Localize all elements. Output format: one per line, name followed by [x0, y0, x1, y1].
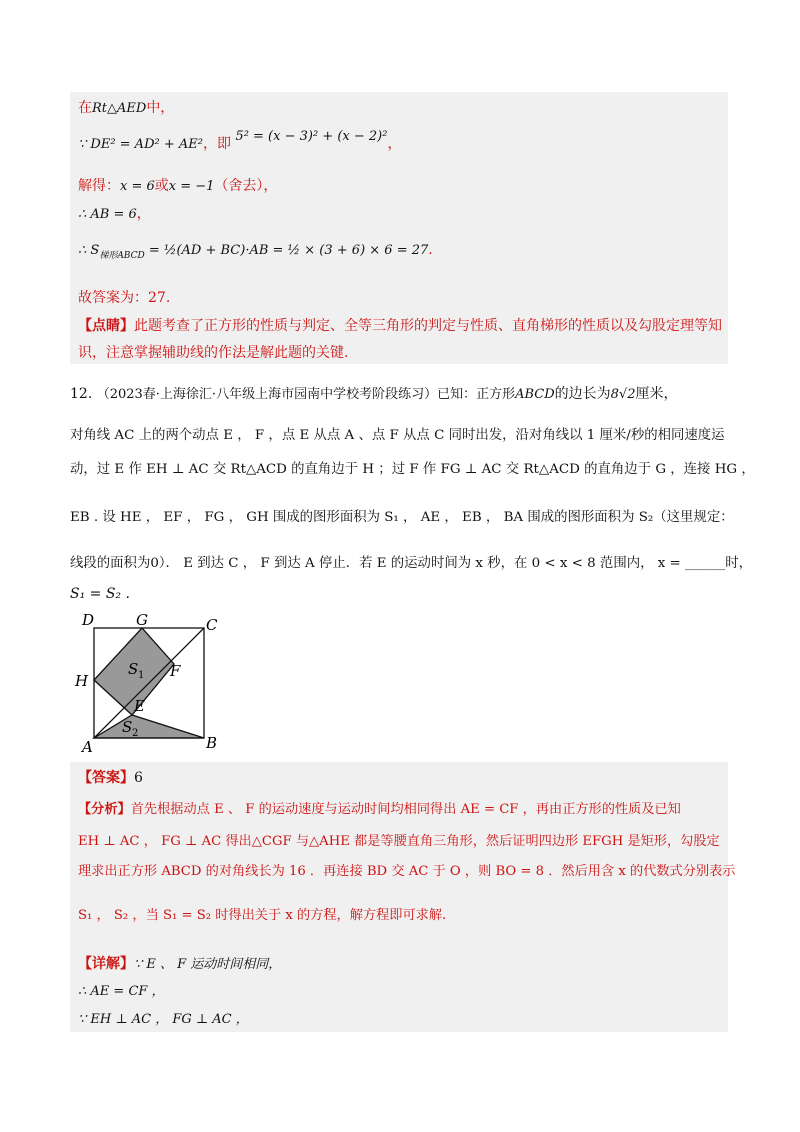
question-line-5: 线段的面积为0）． E 到达 C ， F 到达 A 停止．若 E 的运动时间为 x 秒，在 0 < x < 8 范围内， x = ______时， [70, 556, 752, 571]
analysis-line-3: 理求出正方形 ABCD 的对角线长为 16 ．再连接 BD 交 AC 于 O ，则 BO = 8 ．然后用含 x 的代数式分别表示 [78, 864, 736, 879]
solution-line-4: ∴ AB = 6， [78, 206, 151, 222]
label-h: H [75, 672, 89, 690]
label-g: G [136, 611, 148, 629]
question-line-6: S₁ = S₂ . [70, 586, 130, 602]
label-b: B [206, 734, 218, 752]
comment-line-2: 识，注意掌握辅助线的作法是解此题的关键. [78, 345, 349, 361]
label-s1: S [128, 660, 139, 678]
solution-line-5: ∴ $S_{梯形ABCD}$ = ½(AD + BC)·AB = ½ × (3 + 6) × 6 = 27. [78, 242, 433, 261]
label-s1-sub: 1 [138, 670, 145, 681]
label-c: C [206, 616, 218, 634]
question-line-1: 12. （2023春·上海徐汇·八年级上海市园南中学校考阶段练习）已知：正方形ABCD的边长为8√2厘米， [70, 386, 678, 402]
solution-line-3: 解得：x = 6或x = −1（舍去）， [78, 178, 278, 194]
label-a: A [82, 738, 93, 756]
answer-row: 【答案】6 [78, 770, 143, 786]
solution-line-1: 在Rt△AED中， [78, 100, 175, 116]
question-line-2: 对角线 AC 上的两个动点 E ， F ，点 E 从点 A 、点 F 从点 C 同时出发，沿对角线以 1 厘米/秒的相同速度运 [70, 428, 725, 443]
comment-line-1: 【点睛】此题考查了正方形的性质与判定、全等三角形的判定与性质、直角梯形的性质以及勾股定理等知 [78, 318, 722, 334]
detail-line-2: ∴ AE = CF ， [78, 984, 165, 999]
answer-value: 6 [134, 770, 143, 786]
label-d: D [82, 611, 95, 629]
square-figure [72, 610, 232, 758]
question-line-4: EB . 设 HE ， EF ， FG ， GH 围成的图形面积为 S₁ ， AE ， EB ， BA 围成的图形面积为 S₂（这里规定： [70, 510, 734, 525]
detail-line-1: 【详解】∵ E 、 F 运动时间相同， [78, 956, 282, 972]
s2-region [94, 715, 204, 738]
label-e: E [134, 697, 145, 715]
solution-line-2: ∵ DE² = AD² + AE²，即 5² = (x − 3)² + (x − 2)²， [78, 129, 402, 152]
label-f: F [170, 662, 181, 680]
label-s2-sub: 2 [132, 728, 139, 739]
question-line-3: 动，过 E 作 EH ⊥ AC 交 Rt△ACD 的直角边于 H ；过 F 作 FG ⊥ AC 交 Rt△ACD 的直角边于 G ，连接 HG ， [70, 462, 755, 477]
label-s2: S [122, 718, 133, 736]
analysis-line-4: S₁ ， S₂ ，当 S₁ = S₂ 时得出关于 x 的方程，解方程即可求解. [78, 908, 447, 923]
analysis-line-1: 【分析】首先根据动点 E 、 F 的运动速度与运动时间均相同得出 AE = CF ，再由正方形的性质及已知 [78, 802, 681, 817]
detail-line-3: ∵ EH ⊥ AC ， FG ⊥ AC ， [78, 1012, 249, 1027]
answer-line: 故答案为：27. [78, 290, 171, 306]
analysis-line-2: EH ⊥ AC ， FG ⊥ AC 得出△CGF 与△AHE 都是等腰直角三角形，然后证明四边形 EFGH 是矩形，勾股定 [78, 834, 720, 849]
